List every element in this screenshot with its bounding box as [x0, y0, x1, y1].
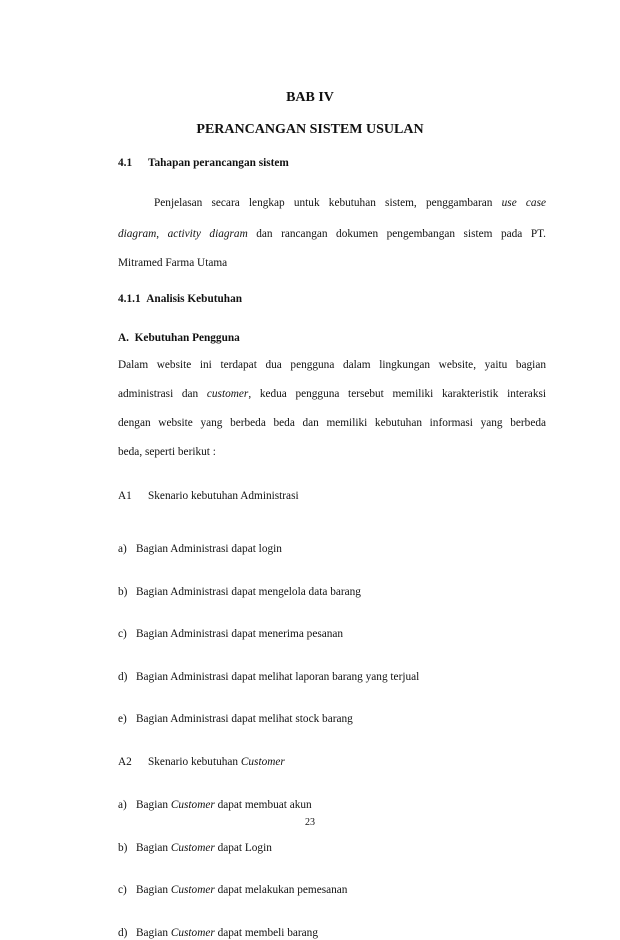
para-line-3: dengan website yang berbeda beda dan memiliki kebutuhan informasi yang berbeda	[118, 417, 546, 429]
subsection-heading	[118, 292, 242, 306]
user-needs-label: A.	[118, 332, 129, 344]
list-item: d) Bagian Administrasi dapat melihat laporan barang yang terjual	[118, 671, 420, 683]
intro-line-3: Mitramed Farma Utama	[118, 257, 228, 269]
list-item: a) Bagian Administrasi dapat login	[118, 543, 282, 555]
page-number: 23	[305, 817, 315, 828]
scenario-italic: Customer	[240, 756, 285, 768]
list-item: a) Bagian Customer dapat membuat akun	[118, 799, 312, 811]
intro-line-2	[118, 227, 546, 241]
para-text: administrasi dan	[118, 388, 207, 400]
chapter-heading: BAB IV	[286, 90, 334, 105]
scenario-text: Skenario kebutuhan Administrasi	[148, 490, 299, 502]
intro-italic: use case	[501, 197, 546, 209]
list-item: b) Bagian Customer dapat Login	[118, 842, 272, 854]
section-number: 4.1	[118, 157, 133, 169]
para-line-1: Dalam website ini terdapat dua pengguna dalam lingkungan website, yaitu bagian	[118, 359, 546, 371]
para-italic: customer	[206, 388, 249, 400]
user-needs-heading	[118, 331, 240, 345]
list-item: d) Bagian Customer dapat membeli barang	[118, 927, 318, 939]
list-item: c) Bagian Customer dapat melakukan pemesanan	[118, 884, 348, 896]
intro-italic: activity diagram	[167, 228, 248, 240]
user-needs-title: Kebutuhan Pengguna	[134, 332, 240, 344]
intro-text: dan rancangan dokumen pengembangan sistem pada PT.	[247, 228, 546, 240]
list-item: e) Bagian Administrasi dapat melihat stock barang	[118, 713, 353, 725]
chapter-title: PERANCANGAN SISTEM USULAN	[196, 122, 424, 137]
intro-text: ,	[156, 228, 168, 240]
subsection-title: Analisis Kebutuhan	[146, 293, 242, 305]
scenario-text: Skenario kebutuhan	[148, 756, 241, 768]
section-title: Tahapan perancangan sistem	[148, 157, 289, 169]
section-heading	[118, 156, 620, 170]
para-line-2	[118, 387, 546, 401]
scenario-a2	[118, 755, 620, 769]
scenario-code: A1	[118, 490, 132, 502]
subsection-number: 4.1.1	[118, 293, 141, 305]
intro-text: Penjelasan secara lengkap untuk kebutuhan sistem, penggambaran	[154, 197, 502, 209]
scenario-a1	[118, 489, 620, 503]
para-text: , kedua pengguna tersebut memiliki karakteristik interaksi	[248, 388, 546, 400]
scenario-code: A2	[118, 756, 132, 768]
list-item: b) Bagian Administrasi dapat mengelola data barang	[118, 586, 361, 598]
para-line-4: beda, seperti berikut :	[118, 446, 216, 458]
list-item: c) Bagian Administrasi dapat menerima pesanan	[118, 628, 344, 640]
intro-italic: diagram	[118, 228, 157, 240]
intro-line-1	[118, 196, 546, 210]
